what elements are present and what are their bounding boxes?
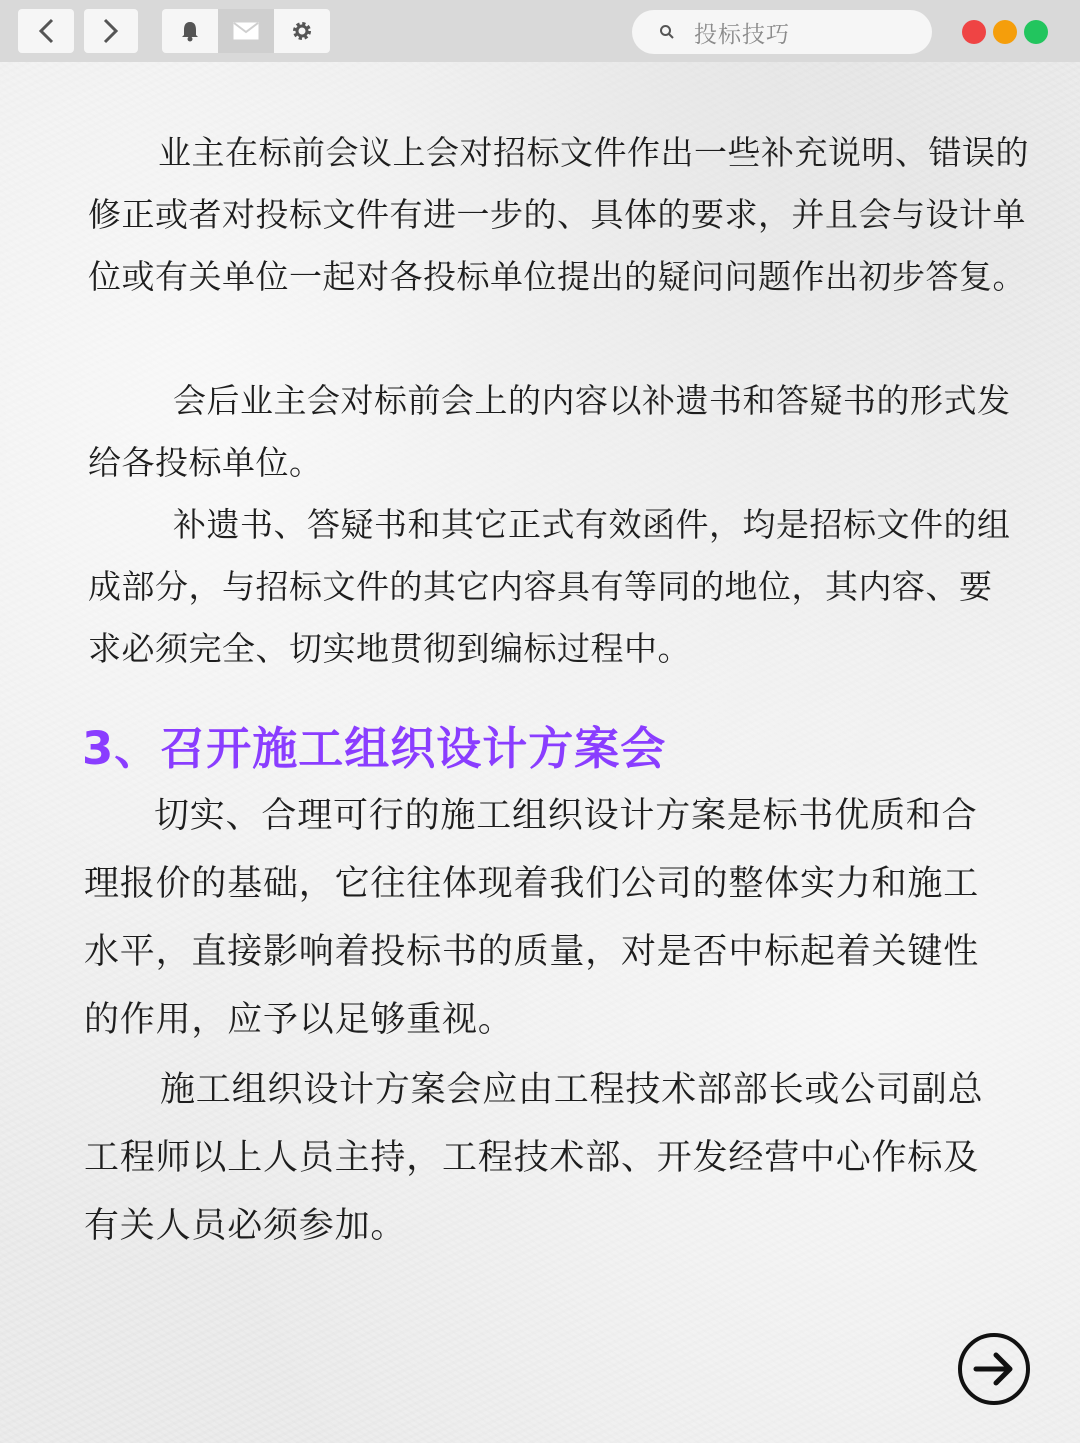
settings-button[interactable] (274, 9, 330, 53)
maximize-dot[interactable] (1024, 20, 1048, 44)
paragraph-2: 会后业主会对标前会上的内容以补遗书和答疑书的形式发给各投标单位。 (88, 381, 1011, 482)
chevron-right-icon (102, 17, 120, 45)
paragraph-1: 业主在标前会议上会对招标文件作出一些补充说明、错误的修正或者对投标文件有进一步的、具体的要求，并且会与设计单位或有关单位一起对各投标单位提出的疑问问题作出初步答复。 (88, 133, 1029, 296)
back-button[interactable] (18, 9, 74, 53)
search-text: 投标技巧 (694, 21, 790, 48)
chevron-left-icon (37, 17, 55, 45)
bell-icon (180, 20, 200, 42)
section-heading: 3、召开施工组织设计方案会 (82, 722, 667, 775)
search-bar[interactable] (632, 10, 932, 54)
notifications-button[interactable] (162, 9, 218, 53)
window-controls (962, 20, 1048, 44)
toolbar-icon-group (162, 9, 330, 53)
paragraph-3: 补遗书、答疑书和其它正式有效函件，均是招标文件的组成部分，与招标文件的其它内容具有等同的地位，其内容、要求必须完全、切实地贯彻到编标过程中。 (88, 505, 1011, 668)
next-page-button[interactable] (958, 1333, 1030, 1405)
minimize-dot[interactable] (993, 20, 1017, 44)
mail-button[interactable] (218, 9, 274, 53)
forward-button[interactable] (84, 9, 138, 53)
arrow-right-icon (972, 1351, 1016, 1387)
paragraph-4: 切实、合理可行的施工组织设计方案是标书优质和合理报价的基础，它往往体现着我们公司的整体实力和施工水平，直接影响着投标书的质量，对是否中标起着关键性的作用，应予以足够重视。 (84, 796, 980, 1040)
mail-icon (233, 22, 259, 40)
close-dot[interactable] (962, 20, 986, 44)
paragraph-5: 施工组织设计方案会应由工程技术部部长或公司副总工程师以上人员主持，工程技术部、开发经营中心作标及有关人员必须参加。 (84, 1070, 984, 1246)
browser-toolbar (0, 0, 1080, 62)
gear-icon (290, 19, 314, 43)
search-icon (658, 23, 676, 41)
